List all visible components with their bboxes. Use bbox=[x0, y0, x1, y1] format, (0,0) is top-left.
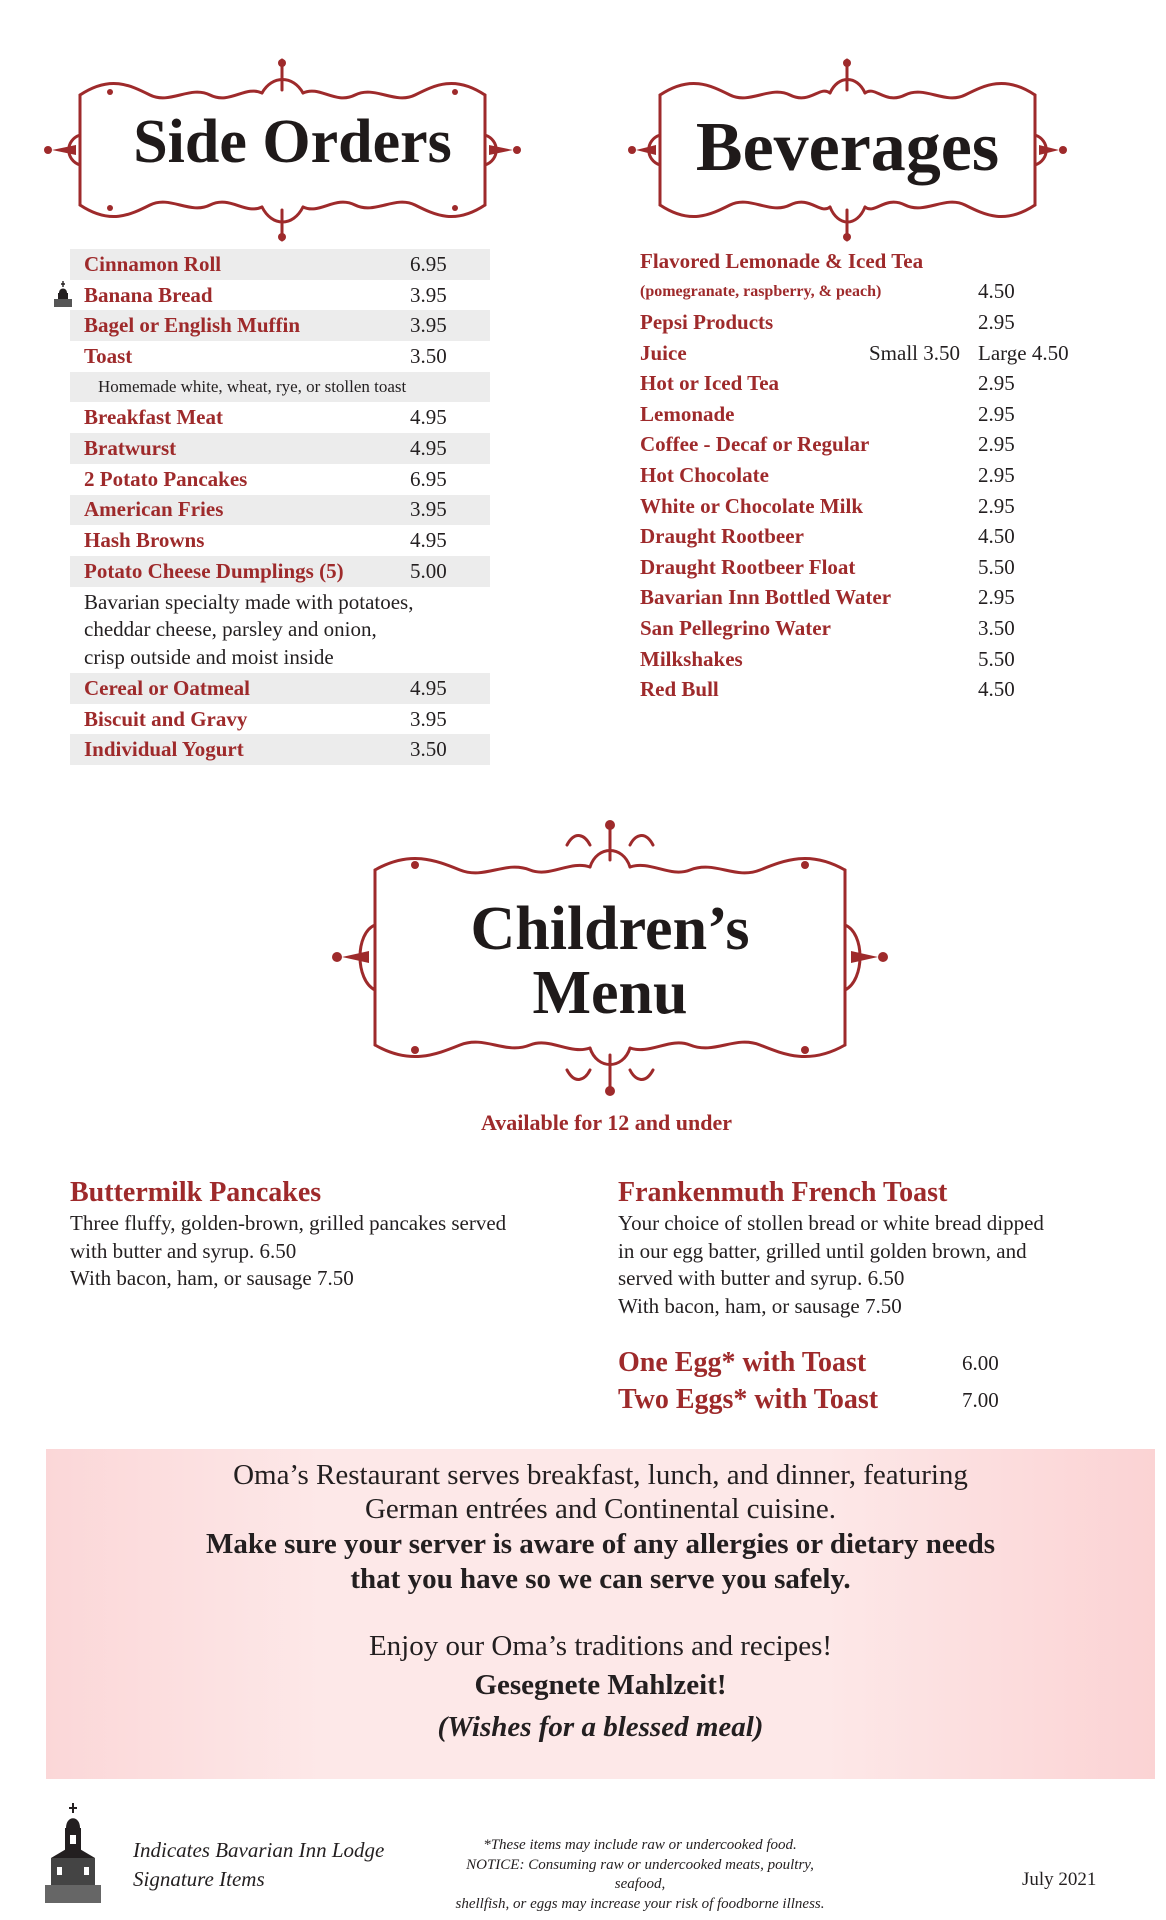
info-banner bbox=[46, 1449, 1155, 1779]
list-item bbox=[640, 399, 1040, 430]
item-name: Two Eggs* with Toast bbox=[618, 1384, 879, 1415]
item-flavors: (pomegranate, raspberry, & peach) bbox=[640, 282, 882, 300]
banner-line: Oma’s Restaurant serves breakfast, lunch, and dinner, featuring bbox=[233, 1459, 968, 1491]
item-price: 5.50 bbox=[978, 646, 1015, 671]
childrens-title-line: Children’s bbox=[470, 895, 750, 963]
banner-line: German entrées and Continental cuisine. bbox=[364, 1493, 837, 1525]
item-price: 2.95 bbox=[978, 309, 1015, 334]
list-item bbox=[70, 402, 490, 433]
pancakes-description bbox=[70, 1210, 570, 1293]
french-toast-title: Frankenmuth French Toast bbox=[618, 1177, 948, 1208]
item-name: Potato Cheese Dumplings (5) bbox=[84, 558, 344, 583]
list-item bbox=[640, 307, 1040, 338]
childrens-title-line: Menu bbox=[532, 959, 688, 1027]
item-name: Pepsi Products bbox=[640, 309, 774, 334]
item-name: Individual Yogurt bbox=[84, 737, 244, 762]
french-toast-description bbox=[618, 1210, 1138, 1320]
pancakes-title: Buttermilk Pancakes bbox=[70, 1177, 322, 1208]
item-price: 3.95 bbox=[410, 497, 447, 522]
item-name: White or Chocolate Milk bbox=[640, 493, 864, 518]
list-item bbox=[640, 674, 1040, 705]
childrens-menu-title bbox=[335, 897, 885, 1025]
item-name: Bavarian Inn Bottled Water bbox=[640, 585, 892, 610]
signature-legend bbox=[133, 1836, 384, 1894]
childrens-menu-header bbox=[335, 815, 885, 1100]
item-name: Toast bbox=[84, 343, 133, 368]
item-price-small: Small 3.50 bbox=[868, 340, 960, 365]
item-price: 4.50 bbox=[978, 677, 1015, 702]
item-name: Bratwurst bbox=[84, 435, 177, 460]
list-item bbox=[640, 338, 1069, 369]
item-name: Hash Browns bbox=[84, 528, 205, 553]
item-price: 6.95 bbox=[410, 466, 447, 491]
item-price: 4.50 bbox=[978, 279, 1015, 304]
list-item bbox=[70, 249, 490, 280]
beverages-header bbox=[630, 55, 1065, 245]
item-name: Cinnamon Roll bbox=[84, 251, 222, 276]
item-price: 4.95 bbox=[410, 675, 447, 700]
list-item bbox=[640, 277, 1040, 308]
notice-line: shellfish, or eggs may increase your risk of foodborne illness. bbox=[455, 1895, 825, 1912]
item-name: Hot Chocolate bbox=[640, 462, 769, 487]
item-name: Lemonade bbox=[640, 401, 735, 426]
description-line: in our egg batter, grilled until golden brown, and bbox=[618, 1238, 1027, 1263]
item-name: San Pellegrino Water bbox=[640, 615, 831, 640]
item-price: 7.00 bbox=[962, 1387, 999, 1412]
item-price: 2.95 bbox=[978, 401, 1015, 426]
dumpling-description bbox=[70, 589, 490, 672]
item-price: 3.95 bbox=[410, 313, 447, 338]
list-item bbox=[70, 556, 490, 587]
description-line: served with butter and syrup. 6.50 bbox=[618, 1266, 905, 1290]
one-egg-item bbox=[618, 1347, 1018, 1379]
banner-line: Enjoy our Oma’s traditions and recipes! bbox=[368, 1630, 833, 1662]
toast-note: Homemade white, wheat, rye, or stollen toast bbox=[70, 372, 490, 403]
item-price: 3.50 bbox=[978, 615, 1015, 640]
list-item bbox=[70, 433, 490, 464]
item-name: Bagel or English Muffin bbox=[84, 313, 301, 338]
legend-line: Indicates Bavarian Inn Lodge bbox=[133, 1838, 385, 1862]
list-item bbox=[640, 460, 1040, 491]
side-orders-list bbox=[70, 249, 490, 765]
church-icon bbox=[54, 281, 72, 307]
item-price: 2.95 bbox=[978, 432, 1015, 457]
item-name: Draught Rootbeer bbox=[640, 524, 804, 549]
item-price: 4.95 bbox=[410, 528, 447, 553]
item-name: Cereal or Oatmeal bbox=[84, 675, 251, 700]
item-price: 4.95 bbox=[410, 435, 447, 460]
list-item bbox=[640, 430, 1040, 461]
item-name: Breakfast Meat bbox=[84, 405, 223, 430]
food-safety-notice bbox=[440, 1836, 840, 1914]
item-name: 2 Potato Pancakes bbox=[84, 466, 248, 491]
item-name: Milkshakes bbox=[640, 646, 743, 671]
list-item bbox=[640, 583, 1040, 614]
blessing-translation: (Wishes for a blessed meal) bbox=[437, 1711, 764, 1743]
item-price: 4.50 bbox=[978, 524, 1015, 549]
item-price: 5.50 bbox=[978, 554, 1015, 579]
item-name: American Fries bbox=[84, 497, 224, 522]
list-item bbox=[640, 521, 1040, 552]
item-price: 3.95 bbox=[410, 706, 447, 731]
list-item bbox=[640, 613, 1040, 644]
side-orders-header bbox=[40, 55, 525, 245]
description-line: Three fluffy, golden-brown, grilled pancakes served bbox=[70, 1211, 507, 1235]
item-name: Red Bull bbox=[640, 677, 719, 702]
list-item bbox=[70, 673, 490, 704]
beverages-title: Beverages bbox=[695, 109, 1000, 186]
item-price: 4.95 bbox=[410, 405, 447, 430]
item-name: One Egg* with Toast bbox=[618, 1347, 867, 1378]
item-price: 6.95 bbox=[410, 251, 447, 276]
church-icon bbox=[45, 1803, 101, 1903]
list-item bbox=[640, 491, 1040, 522]
item-price: 2.95 bbox=[978, 462, 1015, 487]
notice-line: *These items may include raw or undercooked food. bbox=[483, 1837, 797, 1853]
notice-line: NOTICE: Consuming raw or undercooked meats, poultry, seafood, bbox=[466, 1856, 814, 1892]
description-line: With bacon, ham, or sausage 7.50 bbox=[618, 1293, 902, 1318]
description-line: crisp outside and moist inside bbox=[84, 644, 334, 669]
item-price: 6.00 bbox=[962, 1350, 999, 1375]
item-name: Hot or Iced Tea bbox=[640, 371, 780, 396]
list-item bbox=[640, 644, 1040, 675]
description-line: With bacon, ham, or sausage 7.50 bbox=[70, 1266, 354, 1290]
list-item bbox=[70, 525, 490, 556]
list-item bbox=[70, 464, 490, 495]
list-item bbox=[70, 310, 490, 341]
item-price: 3.50 bbox=[410, 737, 447, 762]
item-name: Biscuit and Gravy bbox=[84, 706, 248, 731]
item-name: Juice bbox=[640, 340, 687, 365]
description-line: with butter and syrup. 6.50 bbox=[70, 1238, 297, 1263]
item-price: 2.95 bbox=[978, 585, 1015, 610]
blessing-heading: Gesegnete Mahlzeit! bbox=[474, 1669, 727, 1701]
item-price: 2.95 bbox=[978, 371, 1015, 396]
description-line: Bavarian specialty made with potatoes, bbox=[84, 589, 414, 614]
item-price: 5.00 bbox=[410, 558, 447, 583]
list-item bbox=[640, 552, 1040, 583]
list-item bbox=[70, 495, 490, 526]
two-eggs-item bbox=[618, 1384, 1018, 1416]
item-price: 2.95 bbox=[978, 493, 1015, 518]
list-item bbox=[640, 368, 1040, 399]
allergy-notice: that you have so we can serve you safely. bbox=[350, 1563, 851, 1595]
list-item bbox=[70, 341, 490, 372]
item-name: Banana Bread bbox=[84, 282, 213, 307]
list-item bbox=[70, 734, 490, 765]
item-price-large: Large 4.50 bbox=[978, 340, 1069, 365]
side-orders-title: Side Orders bbox=[133, 108, 452, 176]
list-item bbox=[70, 704, 490, 735]
item-price: 3.50 bbox=[410, 343, 447, 368]
allergy-notice: Make sure your server is aware of any allergies or dietary needs bbox=[205, 1528, 996, 1560]
description-line: cheddar cheese, parsley and onion, bbox=[84, 617, 377, 642]
legend-line: Signature Items bbox=[133, 1867, 265, 1891]
availability-note: Available for 12 and under bbox=[481, 1110, 732, 1135]
item-price: 3.95 bbox=[410, 282, 447, 307]
item-name: Draught Rootbeer Float bbox=[640, 554, 856, 579]
list-item bbox=[640, 246, 1040, 277]
beverages-list bbox=[640, 246, 1069, 705]
menu-date: July 2021 bbox=[1022, 1869, 1097, 1890]
list-item bbox=[70, 280, 490, 311]
item-name: Coffee - Decaf or Regular bbox=[640, 432, 870, 457]
description-line: Your choice of stollen bread or white bread dipped bbox=[618, 1211, 1044, 1235]
item-name: Flavored Lemonade & Iced Tea bbox=[640, 248, 924, 273]
